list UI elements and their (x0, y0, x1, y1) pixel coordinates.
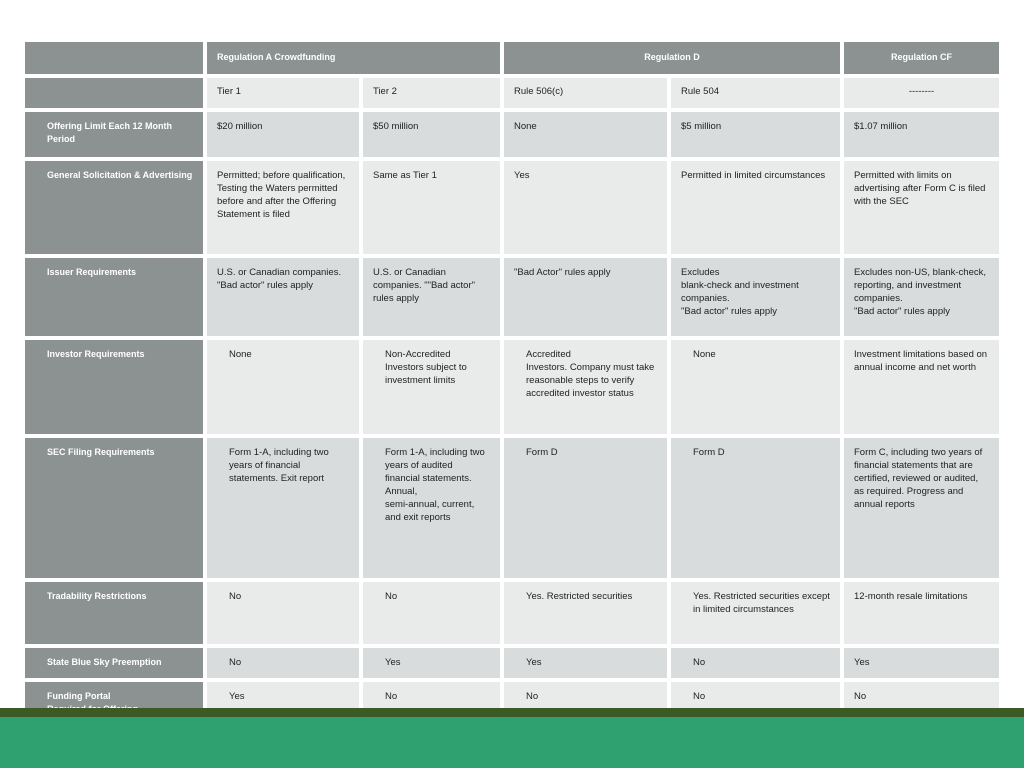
cell-issuer-requirements-tier2: U.S. or Canadian companies. ""Bad actor" rules apply (363, 258, 500, 336)
cell-issuer-requirements-cf: Excludes non-US, blank-check, reporting, and investment companies. "Bad actor" rules apply (844, 258, 999, 336)
cell-investor-requirements-tier2: Non-Accredited Investors subject to investment limits (363, 340, 500, 434)
row-label-issuer-requirements: Issuer Requirements (25, 258, 203, 336)
row-label-investor-requirements: Investor Requirements (25, 340, 203, 434)
cell-sec-filing-rule504: Form D (671, 438, 840, 578)
cell-blue-sky-rule506: Yes (504, 648, 667, 678)
comparison-table (25, 42, 999, 732)
cell-funding-portal-tier2: No (363, 682, 500, 732)
subheader-tier1: Tier 1 (207, 78, 359, 108)
cell-funding-portal-rule504: No (671, 682, 840, 732)
row-label-funding-portal: Funding Portal (25, 682, 203, 732)
cell-blue-sky-tier2: Yes (363, 648, 500, 678)
cell-issuer-requirements-tier1: U.S. or Canadian companies. "Bad actor" rules apply (207, 258, 359, 336)
cell-offering-limit-rule504: $5 million (671, 112, 840, 157)
row-label-tradability: Tradability Restrictions (25, 582, 203, 644)
cell-tradability-rule506: Yes. Restricted securities (504, 582, 667, 644)
header-reg-d: Regulation D (504, 42, 840, 74)
footer-band-green (0, 717, 1024, 768)
cell-tradability-tier2: No (363, 582, 500, 644)
cell-investor-requirements-tier1: None (207, 340, 359, 434)
cell-sec-filing-tier1: Form 1-A, including two years of financial statements. Exit report (207, 438, 359, 578)
cell-general-solicitation-rule506: Yes (504, 161, 667, 254)
cell-sec-filing-cf: Form C, including two years of financial statements that are certified, reviewed or audited, as required. Progress and annual reports (844, 438, 999, 578)
cell-general-solicitation-tier2: Same as Tier 1 (363, 161, 500, 254)
subheader-cf: -------- (844, 78, 999, 108)
cell-investor-requirements-rule504: None (671, 340, 840, 434)
cell-tradability-cf: 12-month resale limitations (844, 582, 999, 644)
cell-offering-limit-tier2: $50 million (363, 112, 500, 157)
cell-funding-portal-tier1: Yes (207, 682, 359, 732)
cell-funding-portal-rule506: No (504, 682, 667, 732)
cell-offering-limit-rule506: None (504, 112, 667, 157)
row-label-general-solicitation: General Solicitation & Advertising (25, 161, 203, 254)
header-reg-a: Regulation A Crowdfunding (207, 42, 500, 74)
subheader-rule504: Rule 504 (671, 78, 840, 108)
row-label-sec-filing: SEC Filing Requirements (25, 438, 203, 578)
cell-blue-sky-tier1: No (207, 648, 359, 678)
cell-general-solicitation-cf: Permitted with limits on advertising after Form C is filed with the SEC (844, 161, 999, 254)
cell-blue-sky-rule504: No (671, 648, 840, 678)
cell-funding-portal-cf: No (844, 682, 999, 732)
cell-general-solicitation-tier1: Permitted; before qualification, Testing the Waters permitted before and after the Offering Statement is filed (207, 161, 359, 254)
subheader-tier2: Tier 2 (363, 78, 500, 108)
subheader-rule506: Rule 506(c) (504, 78, 667, 108)
cell-tradability-tier1: No (207, 582, 359, 644)
cell-offering-limit-tier1: $20 million (207, 112, 359, 157)
footer-stripe-dark (0, 708, 1024, 717)
row-label-blue-sky: State Blue Sky Preemption (25, 648, 203, 678)
cell-issuer-requirements-rule506: "Bad Actor" rules apply (504, 258, 667, 336)
subheader-corner (25, 78, 203, 108)
cell-investor-requirements-rule506: Accredited Investors. Company must take reasonable steps to verify accredited investor status (504, 340, 667, 434)
cell-investor-requirements-cf: Investment limitations based on annual income and net worth (844, 340, 999, 434)
cell-offering-limit-cf: $1.07 million (844, 112, 999, 157)
cell-blue-sky-cf: Yes (844, 648, 999, 678)
header-corner (25, 42, 203, 74)
cell-issuer-requirements-rule504: Excludes blank-check and investment companies. "Bad actor" rules apply (671, 258, 840, 336)
cell-sec-filing-tier2: Form 1-A, including two years of audited financial statements. Annual, semi-annual, current, and exit reports (363, 438, 500, 578)
cell-general-solicitation-rule504: Permitted in limited circumstances (671, 161, 840, 254)
cell-sec-filing-rule506: Form D (504, 438, 667, 578)
row-label-offering-limit: Offering Limit Each 12 Month Period (25, 112, 203, 157)
cell-tradability-rule504: Yes. Restricted securities except in limited circumstances (671, 582, 840, 644)
header-reg-cf: Regulation CF (844, 42, 999, 74)
